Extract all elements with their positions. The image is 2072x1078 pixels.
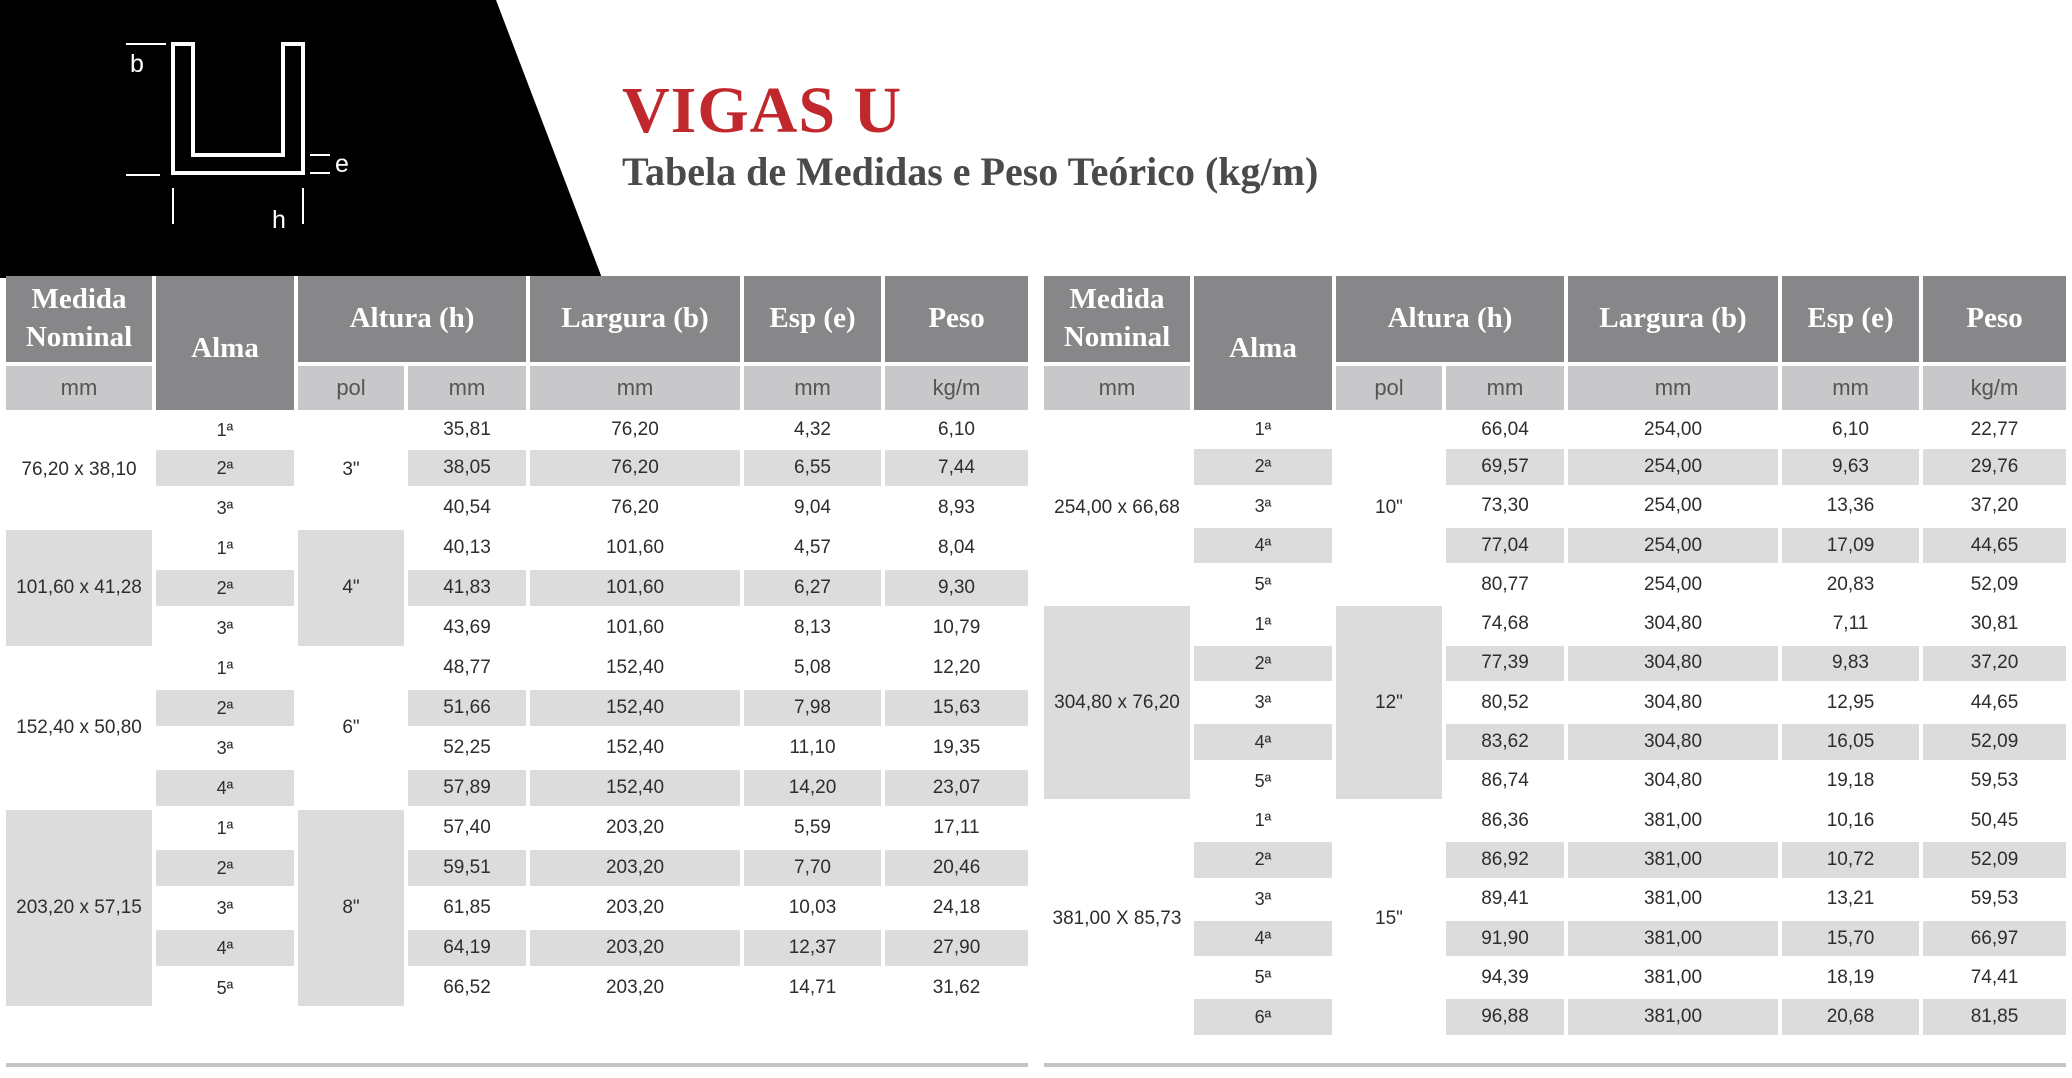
esp-cell: 12,37 — [744, 930, 885, 970]
largura-cell: 203,20 — [530, 850, 744, 890]
largura-cell: 381,00 — [1568, 803, 1782, 842]
altura-cell: 38,05 — [408, 450, 530, 490]
spec-table-right — [1044, 276, 2070, 1039]
esp-cell: 15,70 — [1782, 921, 1923, 960]
largura-cell: 304,80 — [1568, 764, 1782, 803]
header-medida: Medida Nominal — [6, 276, 156, 366]
esp-cell: 10,16 — [1782, 803, 1923, 842]
peso-cell: 17,11 — [885, 810, 1032, 850]
altura-cell: 41,83 — [408, 570, 530, 610]
table-row — [6, 850, 1032, 890]
esp-cell: 6,10 — [1782, 410, 1923, 449]
altura-cell: 61,85 — [408, 890, 530, 930]
peso-cell: 74,41 — [1923, 960, 2070, 999]
largura-cell: 254,00 — [1568, 489, 1782, 528]
alma-cell: 4ª — [1194, 921, 1336, 960]
left-table-bottom-rule — [6, 1063, 1028, 1067]
peso-cell: 27,90 — [885, 930, 1032, 970]
table-row — [1044, 960, 2070, 999]
esp-cell: 13,36 — [1782, 489, 1923, 528]
altura-cell: 77,04 — [1446, 528, 1568, 567]
esp-cell: 20,68 — [1782, 999, 1923, 1038]
table-row — [1044, 567, 2070, 606]
pol-cell: 3" — [298, 410, 408, 530]
altura-cell: 43,69 — [408, 610, 530, 650]
peso-cell: 29,76 — [1923, 449, 2070, 488]
table-row — [1044, 882, 2070, 921]
largura-cell: 76,20 — [530, 450, 744, 490]
spec-table-left — [6, 276, 1032, 1010]
altura-cell: 86,74 — [1446, 764, 1568, 803]
esp-cell: 11,10 — [744, 730, 885, 770]
esp-cell: 5,59 — [744, 810, 885, 850]
nominal-cell: 381,00 X 85,73 — [1044, 803, 1194, 1039]
esp-cell: 14,20 — [744, 770, 885, 810]
altura-cell: 89,41 — [1446, 882, 1568, 921]
peso-cell: 31,62 — [885, 970, 1032, 1010]
esp-cell: 9,63 — [1782, 449, 1923, 488]
largura-cell: 381,00 — [1568, 999, 1782, 1038]
unit-medida: mm — [6, 366, 156, 410]
altura-cell: 91,90 — [1446, 921, 1568, 960]
altura-cell: 52,25 — [408, 730, 530, 770]
altura-cell: 83,62 — [1446, 724, 1568, 763]
altura-cell: 96,88 — [1446, 999, 1568, 1038]
largura-cell: 76,20 — [530, 490, 744, 530]
table-row — [6, 890, 1032, 930]
largura-cell: 304,80 — [1568, 724, 1782, 763]
table-row — [1044, 842, 2070, 881]
peso-cell: 66,97 — [1923, 921, 2070, 960]
alma-cell: 4ª — [1194, 724, 1336, 763]
largura-cell: 304,80 — [1568, 606, 1782, 645]
unit-altura-mm: mm — [1446, 366, 1568, 410]
table-body — [1044, 410, 2070, 1039]
largura-cell: 152,40 — [530, 730, 744, 770]
diagram-label-h: h — [272, 206, 286, 234]
esp-cell: 4,32 — [744, 410, 885, 450]
alma-cell: 3ª — [156, 610, 298, 650]
nominal-cell: 203,20 x 57,15 — [6, 810, 156, 1010]
largura-cell: 381,00 — [1568, 842, 1782, 881]
header-altura: Altura (h) — [1336, 276, 1568, 366]
table-row — [6, 770, 1032, 810]
table-row — [6, 930, 1032, 970]
alma-cell: 2ª — [1194, 646, 1336, 685]
alma-cell: 4ª — [156, 930, 298, 970]
esp-cell: 9,04 — [744, 490, 885, 530]
table-row — [1044, 803, 2070, 842]
table-row — [6, 450, 1032, 490]
right-table-bottom-rule — [1044, 1063, 2066, 1067]
unit-peso: kg/m — [1923, 366, 2070, 410]
table-row — [1044, 764, 2070, 803]
peso-cell: 81,85 — [1923, 999, 2070, 1038]
unit-peso: kg/m — [885, 366, 1032, 410]
table-body — [6, 410, 1032, 1010]
peso-cell: 8,04 — [885, 530, 1032, 570]
largura-cell: 152,40 — [530, 650, 744, 690]
page-title: VIGAS U — [622, 74, 903, 147]
peso-cell: 52,09 — [1923, 567, 2070, 606]
table-row — [1044, 606, 2070, 645]
largura-cell: 254,00 — [1568, 528, 1782, 567]
table-row — [1044, 921, 2070, 960]
header-alma: Alma — [156, 276, 298, 410]
alma-cell: 3ª — [1194, 489, 1336, 528]
nominal-cell: 304,80 x 76,20 — [1044, 606, 1194, 802]
alma-cell: 2ª — [1194, 842, 1336, 881]
table-row — [6, 570, 1032, 610]
peso-cell: 52,09 — [1923, 724, 2070, 763]
esp-cell: 6,27 — [744, 570, 885, 610]
peso-cell: 30,81 — [1923, 606, 2070, 645]
largura-cell: 381,00 — [1568, 960, 1782, 999]
peso-cell: 37,20 — [1923, 646, 2070, 685]
altura-cell: 51,66 — [408, 690, 530, 730]
peso-cell: 19,35 — [885, 730, 1032, 770]
alma-cell: 4ª — [1194, 528, 1336, 567]
esp-cell: 14,71 — [744, 970, 885, 1010]
peso-cell: 10,79 — [885, 610, 1032, 650]
pol-cell: 15" — [1336, 803, 1446, 1039]
esp-cell: 10,72 — [1782, 842, 1923, 881]
largura-cell: 152,40 — [530, 690, 744, 730]
esp-cell: 16,05 — [1782, 724, 1923, 763]
table-row — [6, 490, 1032, 530]
header-largura: Largura (b) — [1568, 276, 1782, 366]
esp-cell: 7,11 — [1782, 606, 1923, 645]
peso-cell: 37,20 — [1923, 489, 2070, 528]
esp-cell: 18,19 — [1782, 960, 1923, 999]
altura-cell: 86,92 — [1446, 842, 1568, 881]
peso-cell: 20,46 — [885, 850, 1032, 890]
table-row — [1044, 489, 2070, 528]
largura-cell: 381,00 — [1568, 882, 1782, 921]
altura-cell: 73,30 — [1446, 489, 1568, 528]
peso-cell: 15,63 — [885, 690, 1032, 730]
pol-cell: 12" — [1336, 606, 1446, 802]
table-row — [1044, 999, 2070, 1038]
peso-cell: 24,18 — [885, 890, 1032, 930]
esp-cell: 17,09 — [1782, 528, 1923, 567]
table-row — [6, 410, 1032, 450]
alma-cell: 5ª — [1194, 764, 1336, 803]
nominal-cell: 76,20 x 38,10 — [6, 410, 156, 530]
esp-cell: 7,70 — [744, 850, 885, 890]
peso-cell: 9,30 — [885, 570, 1032, 610]
diagram-label-b: b — [130, 50, 144, 78]
page-subtitle: Tabela de Medidas e Peso Teórico (kg/m) — [622, 149, 1319, 194]
altura-cell: 59,51 — [408, 850, 530, 890]
unit-altura-mm: mm — [408, 366, 530, 410]
table-row — [1044, 528, 2070, 567]
header-peso: Peso — [1923, 276, 2070, 366]
esp-cell: 6,55 — [744, 450, 885, 490]
altura-cell: 48,77 — [408, 650, 530, 690]
header-medida: Medida Nominal — [1044, 276, 1194, 366]
peso-cell: 23,07 — [885, 770, 1032, 810]
nominal-cell: 254,00 x 66,68 — [1044, 410, 1194, 606]
largura-cell: 152,40 — [530, 770, 744, 810]
largura-cell: 203,20 — [530, 930, 744, 970]
table-row — [1044, 449, 2070, 488]
altura-cell: 74,68 — [1446, 606, 1568, 645]
alma-cell: 3ª — [156, 890, 298, 930]
alma-cell: 5ª — [156, 970, 298, 1010]
largura-cell: 76,20 — [530, 410, 744, 450]
altura-cell: 66,52 — [408, 970, 530, 1010]
altura-cell: 80,77 — [1446, 567, 1568, 606]
alma-cell: 2ª — [156, 570, 298, 610]
peso-cell: 6,10 — [885, 410, 1032, 450]
peso-cell: 59,53 — [1923, 764, 2070, 803]
table-row — [1044, 724, 2070, 763]
altura-cell: 86,36 — [1446, 803, 1568, 842]
esp-cell: 19,18 — [1782, 764, 1923, 803]
alma-cell: 5ª — [1194, 567, 1336, 606]
table-row — [6, 730, 1032, 770]
header-esp: Esp (e) — [1782, 276, 1923, 366]
header-banner — [0, 0, 2072, 290]
esp-cell: 10,03 — [744, 890, 885, 930]
alma-cell: 1ª — [156, 650, 298, 690]
alma-cell: 5ª — [1194, 960, 1336, 999]
unit-altura-pol: pol — [298, 366, 408, 410]
esp-cell: 7,98 — [744, 690, 885, 730]
esp-cell: 20,83 — [1782, 567, 1923, 606]
pol-cell: 6" — [298, 650, 408, 810]
altura-cell: 66,04 — [1446, 410, 1568, 449]
altura-cell: 40,54 — [408, 490, 530, 530]
header-alma: Alma — [1194, 276, 1336, 410]
alma-cell: 2ª — [156, 850, 298, 890]
altura-cell: 94,39 — [1446, 960, 1568, 999]
alma-cell: 1ª — [156, 530, 298, 570]
table-row — [6, 650, 1032, 690]
diagram-label-e: e — [335, 150, 349, 178]
largura-cell: 101,60 — [530, 610, 744, 650]
esp-cell: 8,13 — [744, 610, 885, 650]
largura-cell: 304,80 — [1568, 646, 1782, 685]
alma-cell: 1ª — [156, 810, 298, 850]
esp-cell: 13,21 — [1782, 882, 1923, 921]
peso-cell: 44,65 — [1923, 685, 2070, 724]
esp-cell: 9,83 — [1782, 646, 1923, 685]
altura-cell: 57,89 — [408, 770, 530, 810]
largura-cell: 101,60 — [530, 570, 744, 610]
unit-altura-pol: pol — [1336, 366, 1446, 410]
alma-cell: 2ª — [156, 450, 298, 490]
altura-cell: 69,57 — [1446, 449, 1568, 488]
table-row — [6, 610, 1032, 650]
pol-cell: 8" — [298, 810, 408, 1010]
pol-cell: 4" — [298, 530, 408, 650]
unit-largura: mm — [1568, 366, 1782, 410]
alma-cell: 2ª — [156, 690, 298, 730]
header-peso: Peso — [885, 276, 1032, 366]
unit-largura: mm — [530, 366, 744, 410]
altura-cell: 77,39 — [1446, 646, 1568, 685]
altura-cell: 35,81 — [408, 410, 530, 450]
largura-cell: 203,20 — [530, 970, 744, 1010]
largura-cell: 254,00 — [1568, 449, 1782, 488]
peso-cell: 22,77 — [1923, 410, 2070, 449]
largura-cell: 304,80 — [1568, 685, 1782, 724]
header-esp: Esp (e) — [744, 276, 885, 366]
table-row — [6, 970, 1032, 1010]
largura-cell: 203,20 — [530, 890, 744, 930]
table-row — [6, 810, 1032, 850]
largura-cell: 254,00 — [1568, 410, 1782, 449]
alma-cell: 3ª — [1194, 882, 1336, 921]
peso-cell: 44,65 — [1923, 528, 2070, 567]
table-row — [6, 690, 1032, 730]
alma-cell: 2ª — [1194, 449, 1336, 488]
table-row — [1044, 646, 2070, 685]
peso-cell: 59,53 — [1923, 882, 2070, 921]
header-altura: Altura (h) — [298, 276, 530, 366]
alma-cell: 3ª — [1194, 685, 1336, 724]
nominal-cell: 101,60 x 41,28 — [6, 530, 156, 650]
esp-cell: 5,08 — [744, 650, 885, 690]
table-row — [6, 530, 1032, 570]
unit-esp: mm — [744, 366, 885, 410]
pol-cell: 10" — [1336, 410, 1446, 606]
peso-cell: 52,09 — [1923, 842, 2070, 881]
altura-cell: 80,52 — [1446, 685, 1568, 724]
altura-cell: 40,13 — [408, 530, 530, 570]
altura-cell: 64,19 — [408, 930, 530, 970]
peso-cell: 12,20 — [885, 650, 1032, 690]
alma-cell: 4ª — [156, 770, 298, 810]
alma-cell: 3ª — [156, 730, 298, 770]
unit-medida: mm — [1044, 366, 1194, 410]
alma-cell: 1ª — [156, 410, 298, 450]
alma-cell: 1ª — [1194, 410, 1336, 449]
alma-cell: 6ª — [1194, 999, 1336, 1038]
peso-cell: 8,93 — [885, 490, 1032, 530]
alma-cell: 1ª — [1194, 803, 1336, 842]
alma-cell: 1ª — [1194, 606, 1336, 645]
altura-cell: 57,40 — [408, 810, 530, 850]
esp-cell: 4,57 — [744, 530, 885, 570]
alma-cell: 3ª — [156, 490, 298, 530]
peso-cell: 7,44 — [885, 450, 1032, 490]
largura-cell: 101,60 — [530, 530, 744, 570]
peso-cell: 50,45 — [1923, 803, 2070, 842]
table-row — [1044, 685, 2070, 724]
largura-cell: 203,20 — [530, 810, 744, 850]
unit-esp: mm — [1782, 366, 1923, 410]
nominal-cell: 152,40 x 50,80 — [6, 650, 156, 810]
header-largura: Largura (b) — [530, 276, 744, 366]
esp-cell: 12,95 — [1782, 685, 1923, 724]
largura-cell: 381,00 — [1568, 921, 1782, 960]
table-row — [1044, 410, 2070, 449]
largura-cell: 254,00 — [1568, 567, 1782, 606]
